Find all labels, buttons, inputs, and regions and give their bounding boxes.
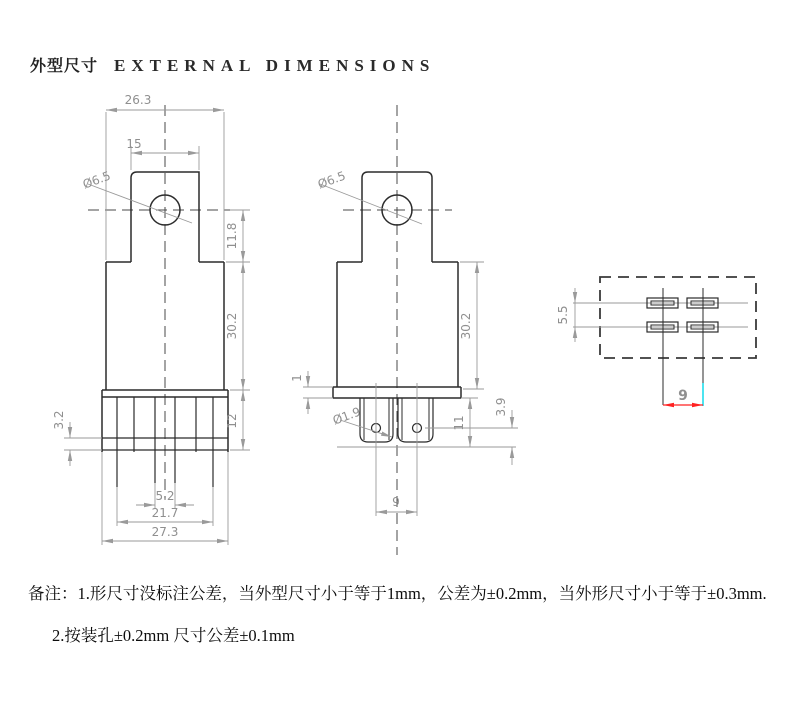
bottom-view [556,277,756,406]
dim-hole-to-tip: 3.9 [494,397,508,417]
dim-flange-thickness: 1 [290,374,304,382]
notes [28,584,778,646]
dim-terminal-span: 21.7 [151,506,179,520]
side-terminal-left-inner [364,398,389,440]
dim-bracket-height: 11.8 [225,222,239,250]
dim-col-pitch: 9 [678,388,688,404]
dim-side-mount-hole: Ø6.5 [315,168,348,192]
dim-side-body-height: 30.2 [459,312,473,340]
dim-base-width: 27.3 [151,525,179,539]
front-view [52,93,250,545]
front-terminal-lines [117,397,213,487]
dim-lip-height: 3.2 [52,410,66,430]
side-terminal-right-inner [402,398,429,440]
dim-terminal-length: 11 [452,415,466,431]
note-line-2: 2.按装孔±0.2mm 尺寸公差±0.1mm [52,625,295,645]
side-terminal-right [398,398,433,442]
side-view [290,105,518,555]
dim-front-body-height: 30.2 [225,312,239,340]
bottom-view-body-outline [600,277,756,358]
title-chinese: 外型尺寸 [30,58,99,75]
dim-terminal-pitch: 9 [392,495,400,509]
title-english: EXTERNAL DIMENSIONS [114,56,436,75]
dim-row-pitch: 5.5 [556,305,570,325]
dim-terminal-hole: Ø1.9 [330,404,363,428]
dim-bracket-width: 15 [126,137,142,151]
dim-base-height: 12 [225,413,239,429]
dim-front-mount-hole: Ø6.5 [80,168,113,192]
note-line-1: 备注：1.形尺寸没标注公差，当外型尺寸小于等于1mm，公差为±0.2mm，当外形尺寸小于等于±0.3mm. [28,584,767,603]
dim-slot-width: 5.2 [155,489,175,503]
dim-top-width: 26.3 [124,93,152,107]
